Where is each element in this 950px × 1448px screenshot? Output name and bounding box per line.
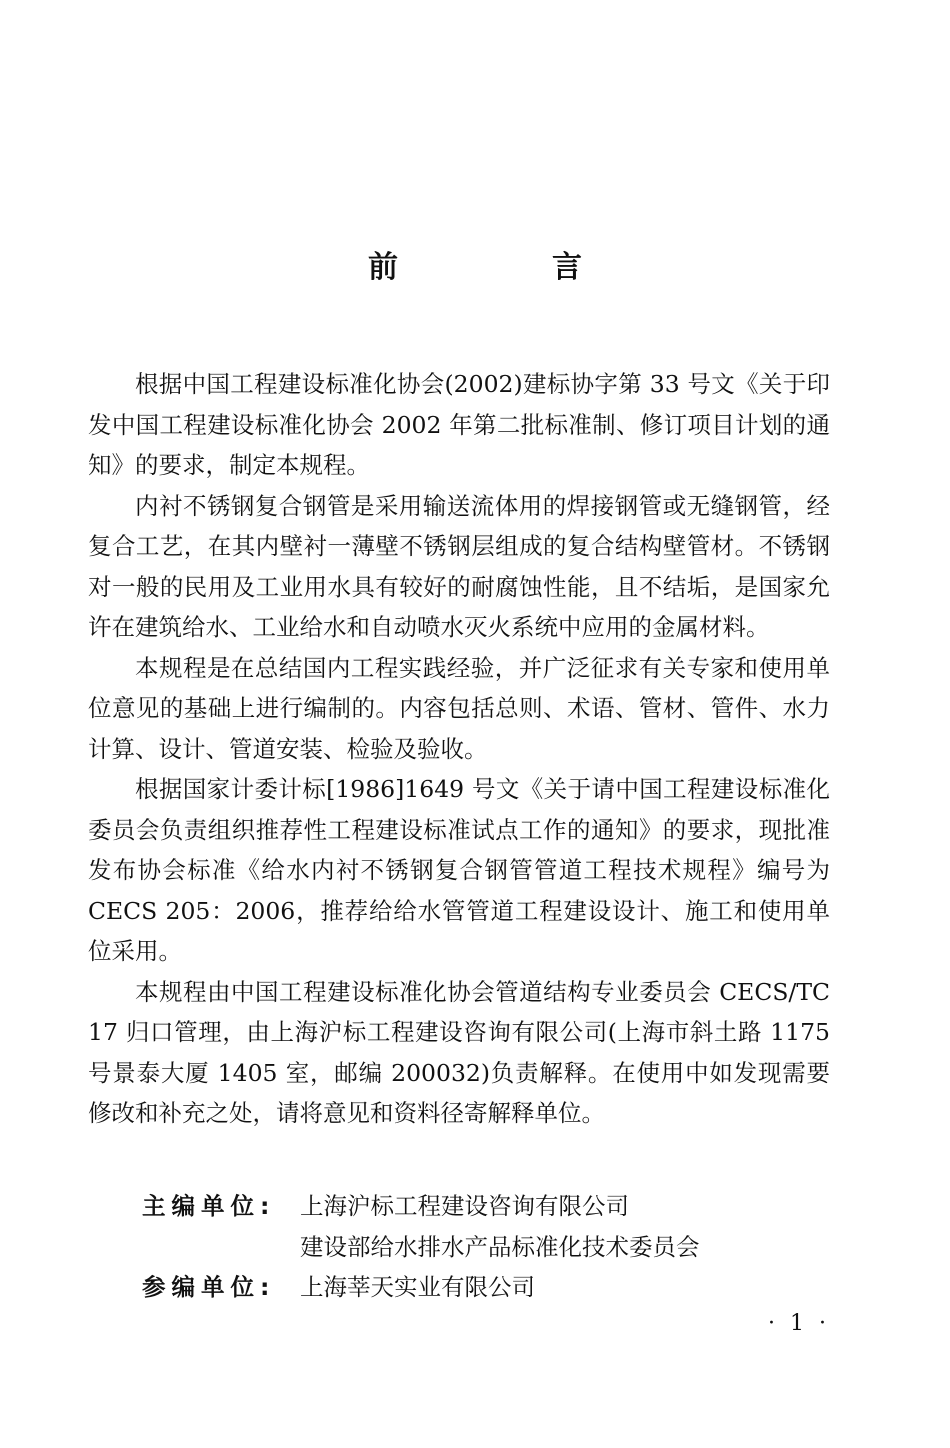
chief-editor-label: 主编单位: — [142, 1192, 276, 1220]
page-number: · 1 · — [768, 1311, 830, 1336]
paragraph-1: 根据中国工程建设标准化协会(2002)建标协字第 33 号文《关于印发中国工程建设标准化协会 2002 年第二批标准制、修订项目计划的通知》的要求，制定本规程。 — [88, 370, 830, 479]
preface-body — [88, 364, 830, 1134]
participating-editor-unit-1: 上海莘天实业有限公司 — [300, 1273, 535, 1301]
chief-editor-unit-1: 上海沪标工程建设咨询有限公司 — [300, 1192, 629, 1220]
participating-editor-row — [142, 1267, 842, 1308]
editors-section — [142, 1186, 842, 1308]
paragraph-3: 本规程是在总结国内工程实践经验，并广泛征求有关专家和使用单位意见的基础上进行编制的。内容包括总则、术语、管材、管件、水力计算、设计、管道安装、检验及验收。 — [88, 653, 830, 763]
page-title: 前 言 — [368, 250, 644, 285]
paragraph-5: 本规程由中国工程建设标准化协会管道结构专业委员会 CECS/TC 17 归口管理，由上海沪标工程建设咨询有限公司(上海市斜土路 1175 号景泰大厦 1405 室，邮编 200032)负责解释。在使用中如发现需要修改和补充之处，请将意见和资料径寄解释单位。 — [88, 977, 830, 1127]
participating-editor-label: 参编单位: — [142, 1273, 276, 1301]
chief-editor-row — [142, 1186, 842, 1267]
participating-editor-units — [300, 1267, 535, 1308]
paragraph-2: 内衬不锈钢复合钢管是采用输送流体用的焊接钢管或无缝钢管，经复合工艺，在其内壁衬一薄壁不锈钢层组成的复合结构壁管材。不锈钢对一般的民用及工业用水具有较好的耐腐蚀性能，且不结垢，是国家允许在建筑给水、工业给水和自动喷水灭火系统中应用的金属材料。 — [88, 491, 830, 641]
chief-editor-units — [300, 1186, 700, 1267]
paragraph-4: 根据国家计委计标[1986]1649 号文《关于请中国工程建设标准化委员会负责组织推荐性工程建设标准试点工作的通知》的要求，现批准发布协会标准《给水内衬不锈钢复合钢管管道工程技术规程》编号为 CECS 205：2006，推荐给给水管管道工程建设设计、施工和使用单位采用。 — [88, 775, 830, 965]
chief-editor-unit-2: 建设部给水排水产品标准化技术委员会 — [300, 1232, 700, 1261]
